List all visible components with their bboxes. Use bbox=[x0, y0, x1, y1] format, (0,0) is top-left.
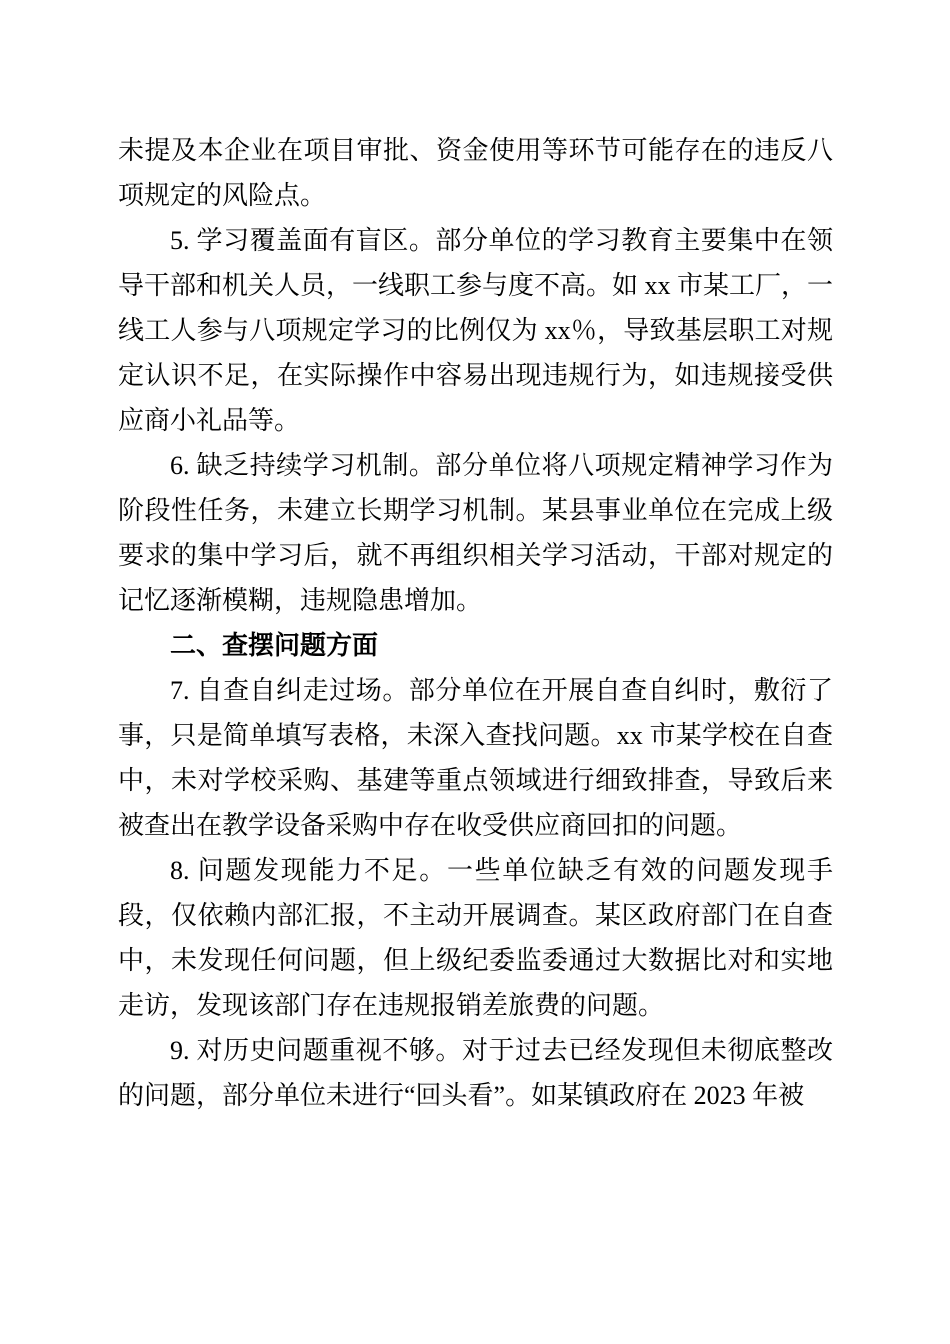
paragraph: 8. 问题发现能力不足。一些单位缺乏有效的问题发现手段，仅依赖内部汇报，不主动开展调查。某区政府部门在自查中，未发现任何问题，但上级纪委监委通过大数据比对和实地走访，发现该部门存在违规报销差旅费的问题。 bbox=[118, 856, 833, 1020]
document-content bbox=[118, 128, 833, 1118]
section-heading: 二、查摆问题方面 bbox=[170, 631, 379, 660]
paragraph: 6. 缺乏持续学习机制。部分单位将八项规定精神学习作为阶段性任务，未建立长期学习机制。某县事业单位在完成上级要求的集中学习后，就不再组织相关学习活动，干部对规定的记忆逐渐模糊，违规隐患增加。 bbox=[118, 451, 833, 615]
paragraph: 9. 对历史问题重视不够。对于过去已经发现但未彻底整改的问题，部分单位未进行“回头看”。如某镇政府在 2023 年被 bbox=[118, 1036, 833, 1110]
paragraph: 未提及本企业在项目审批、资金使用等环节可能存在的违反八项规定的风险点。 bbox=[118, 136, 833, 210]
paragraph: 5. 学习覆盖面有盲区。部分单位的学习教育主要集中在领导干部和机关人员，一线职工参与度不高。如 xx 市某工厂，一线工人参与八项规定学习的比例仅为 xx％，导致基层职工对规定认识不足，在实际操作中容易出现违规行为，如违规接受供应商小礼品等。 bbox=[118, 226, 834, 435]
paragraph: 7. 自查自纠走过场。部分单位在开展自查自纠时，敷衍了事，只是简单填写表格，未深入查找问题。xx 市某学校在自查中，未对学校采购、基建等重点领域进行细致排查，导致后来被查出在教学设备采购中存在收受供应商回扣的问题。 bbox=[118, 676, 833, 840]
